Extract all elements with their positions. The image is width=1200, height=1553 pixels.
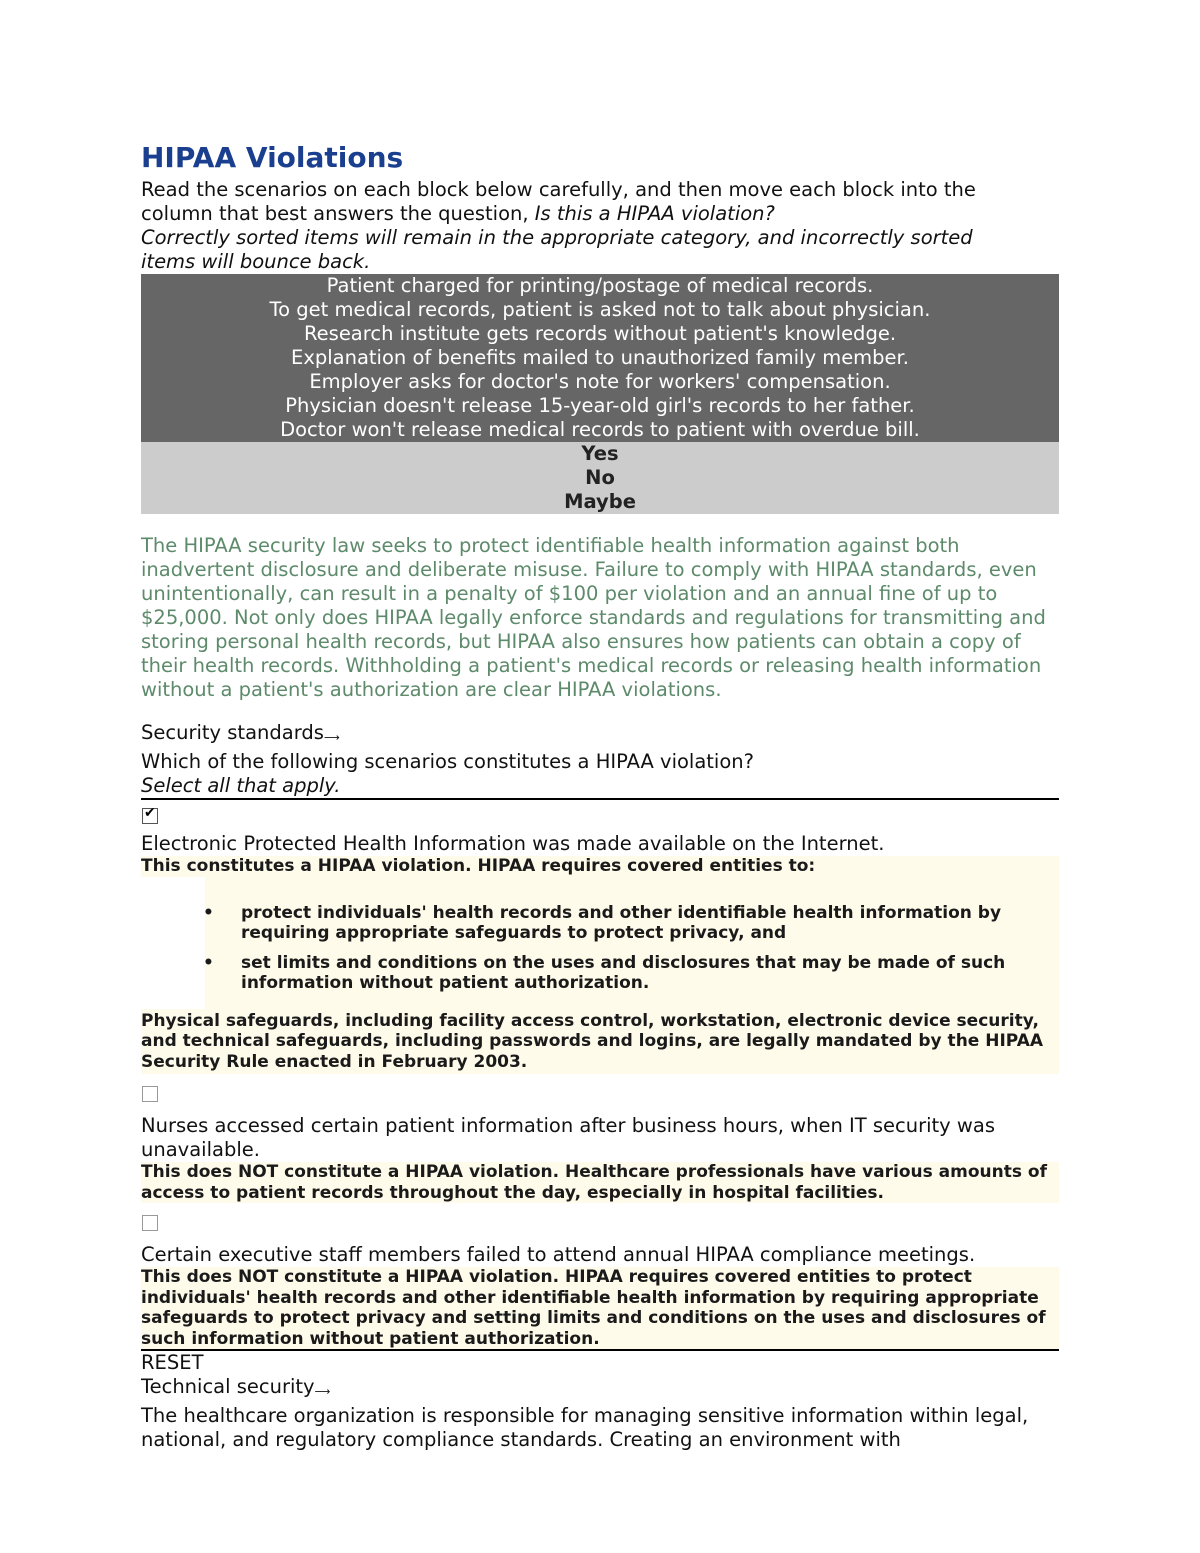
- intro-line-1: Read the scenarios on each block below carefully, and then move each block into the: [141, 178, 976, 201]
- intro-question: Is this a HIPAA violation?: [534, 202, 775, 225]
- feedback-1: [141, 856, 1059, 1074]
- divider: [141, 798, 1059, 800]
- section-heading-security[interactable]: [141, 721, 1059, 750]
- page-title: HIPAA Violations: [141, 141, 404, 174]
- feedback-1-bullet-2: • set limits and conditions on the uses and disclosures that may be made of such information without patient authorization.: [241, 953, 1059, 994]
- section-heading-technical-text: Technical security: [141, 1375, 315, 1398]
- question-text: Which of the following scenarios constitutes a HIPAA violation?: [141, 750, 754, 773]
- feedback-1-list: [205, 877, 1059, 1009]
- technical-security-text: The healthcare organization is responsible for managing sensitive information within legal, national, and regulatory compliance standards. Creating an environment with: [141, 1404, 1029, 1451]
- feedback-1-bullet-1: • protect individuals' health records and other identifiable health information by requiring appropriate safeguards to protect privacy, and: [241, 903, 1059, 944]
- feedback-1-outro: Physical safeguards, including facility access control, workstation, electronic device security, and technical safeguards, including passwords and logins, are legally mandated by the HIPAA Security Rule enacted in February 2003.: [141, 1010, 1044, 1072]
- category-maybe[interactable]: Maybe: [564, 490, 636, 513]
- option-checkbox-2[interactable]: [142, 1086, 158, 1102]
- option-text-1: Electronic Protected Health Information was made available on the Internet.: [141, 832, 885, 855]
- option-checkbox-3[interactable]: [142, 1215, 158, 1231]
- document-page: [141, 138, 1059, 1452]
- feedback-3: This does NOT constitute a HIPAA violation. HIPAA requires covered entities to protect individuals' health records and other identifiable health information by requiring appropriate safeguards to protect privacy and setting limits and conditions on the uses and disclosures of such information without patient authorization.: [141, 1267, 1059, 1349]
- sort-item[interactable]: Explanation of benefits mailed to unauthorized family member.: [291, 346, 909, 369]
- expand-arrow-icon: ⟶: [314, 1385, 330, 1398]
- option-text-2: Nurses accessed certain patient information after business hours, when IT security was unavailable.: [141, 1114, 995, 1161]
- info-paragraph: The HIPAA security law seeks to protect identifiable health information against both inadvertent disclosure and deliberate misuse. Failure to comply with HIPAA standards, even unintentionally, can result in a penalty of $100 per violation and an annual fine of up to $25,000. Not only does HIPAA legally enforce standards and regulations for transmitting and storing personal health records, but HIPAA also ensures how patients can obtain a copy of their health records. Withholding a patient's medical records or releasing health information without a patient's authorization are clear HIPAA violations.: [141, 533, 1046, 701]
- category-no[interactable]: No: [585, 466, 615, 489]
- category-yes[interactable]: Yes: [581, 442, 619, 465]
- feedback-1-gap: [141, 877, 205, 1009]
- category-columns: [141, 442, 1059, 514]
- intro-line-3: Correctly sorted items will remain in the appropriate category, and incorrectly sorted: [141, 226, 973, 249]
- reset-button[interactable]: RESET: [141, 1351, 204, 1374]
- sort-item[interactable]: To get medical records, patient is asked not to talk about physician.: [269, 298, 931, 321]
- section-heading-technical[interactable]: [141, 1375, 1059, 1404]
- sort-item[interactable]: Physician doesn't release 15-year-old girl's records to her father.: [285, 394, 915, 417]
- intro-line-4: items will bounce back.: [141, 250, 371, 273]
- sort-item[interactable]: Research institute gets records without patient's knowledge.: [303, 322, 897, 345]
- feedback-1-intro: This constitutes a HIPAA violation. HIPAA requires covered entities to:: [141, 856, 816, 876]
- section-heading-security-text: Security standards: [141, 721, 324, 744]
- checkmark-icon: ✔: [144, 805, 156, 821]
- option-checkbox-1[interactable]: [142, 805, 158, 824]
- option-text-3: Certain executive staff members failed to attend annual HIPAA compliance meetings.: [141, 1243, 976, 1266]
- expand-arrow-icon: ⟶: [323, 731, 339, 744]
- feedback-1-list-wrap: [141, 877, 1059, 1009]
- sortable-items-panel: [141, 274, 1059, 442]
- select-all-instruction: Select all that apply.: [141, 774, 341, 797]
- sort-item[interactable]: Doctor won't release medical records to patient with overdue bill.: [280, 418, 920, 441]
- feedback-2: This does NOT constitute a HIPAA violation. Healthcare professionals have various amounts of access to patient records throughout the day, especially in hospital facilities.: [141, 1162, 1059, 1203]
- sort-item[interactable]: Employer asks for doctor's note for workers' compensation.: [309, 370, 891, 393]
- intro-line-2: [141, 202, 1059, 226]
- intro-line-2-text: column that best answers the question,: [141, 202, 535, 225]
- sort-item[interactable]: Patient charged for printing/postage of medical records.: [326, 274, 874, 297]
